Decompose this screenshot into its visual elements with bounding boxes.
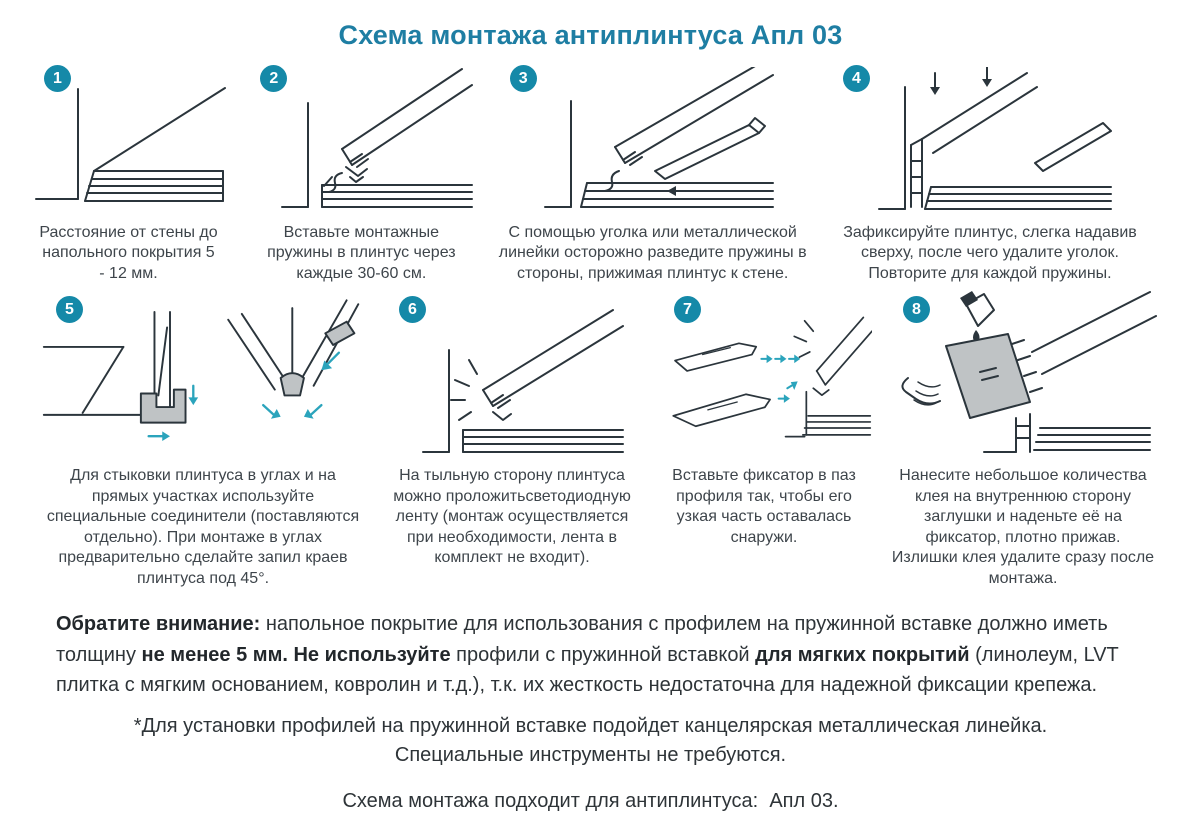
step-8-badge: 8 <box>903 296 930 323</box>
spring-icon <box>605 171 619 191</box>
step-2-badge: 2 <box>260 65 287 92</box>
step-3 <box>492 63 814 284</box>
step-6-illustration <box>397 306 627 456</box>
step-8-caption: Нанесите небольшое количества клея на внутреннюю сторону заглушки и наденьте её на фиксатор, плотно прижав. Излишки клея удалите сразу после монтажа. <box>891 467 1155 587</box>
step-2 <box>242 63 480 284</box>
step-8-figure <box>885 298 1161 456</box>
step-5-figure <box>38 298 368 456</box>
attention-label: Обратите внимание: <box>56 613 261 636</box>
step-3-caption: С помощью уголка или металлической линейки осторожно разведите пружины в стороны, прижимая плинтус к стене. <box>498 224 807 282</box>
step-6 <box>381 294 643 589</box>
footnote-line-1: *Для установки профилей на пружинной вставке подойдет канцелярская металлическая линейка. <box>133 715 1048 738</box>
left-arrow-icon <box>667 186 685 196</box>
step-5-badge: 5 <box>56 296 83 323</box>
compatibility-note: Схема монтажа подходит для антиплинтуса: Апл 03. <box>342 790 839 813</box>
hand-icon <box>902 378 940 405</box>
end-cap-icon <box>946 334 1030 418</box>
step-6-badge: 6 <box>399 296 426 323</box>
spring-insert-icon <box>325 322 354 345</box>
fixator-icon <box>673 344 770 427</box>
step-8 <box>885 294 1161 589</box>
press-down-arrows-icon <box>930 67 992 95</box>
step-4-badge: 4 <box>843 65 870 92</box>
steps-row-2 <box>0 294 1181 589</box>
step-3-figure <box>492 67 814 213</box>
step-2-caption: Вставьте монтажные пружины в плинтус через каждые 30-60 см. <box>267 224 456 282</box>
step-7-caption: Вставьте фиксатор в паз профиля так, чтобы его узкая часть оставалась снаружи. <box>672 467 856 546</box>
page-title: Схема монтажа антиплинтуса Апл 03 <box>338 20 843 50</box>
step-5-illustration <box>38 298 368 456</box>
step-1-badge: 1 <box>44 65 71 92</box>
footnote <box>0 712 1181 770</box>
step-6-caption: На тыльную сторону плинтуса можно проложитьсветодиодную ленту (монтаж осуществляется при необходимости, лента в комплект не входит). <box>393 467 631 567</box>
footnote-line-2: Специальные инструменты не требуются. <box>394 744 787 767</box>
led-rays-icon <box>451 360 477 420</box>
step-4-caption: Зафиксируйте плинтус, слегка надавив сверху, после чего удалите уголок. Повторите для каждой пружины. <box>843 224 1137 282</box>
attention-paragraph: Обратите внимание: напольное покрытие для использования с профилем на пружинной вставке должно иметь толщину не менее 5 мм. Не используйте профили с пружинной вставкой для мягких покрытий (линолеум, LVT плитка с мягким основанием, ковролин и т.д.), т.к. их жесткость недостаточна для надежной фиксации крепежа. <box>56 613 1119 696</box>
step-7-badge: 7 <box>674 296 701 323</box>
down-arrow-icon <box>188 386 198 405</box>
step-1 <box>26 63 231 284</box>
wall-floor-gap-drawing <box>36 88 225 201</box>
step-1-caption: Расстояние от стены до напольного покрытия 5 - 12 мм. <box>39 224 218 282</box>
step-5-caption: Для стыковки плинтуса в углах и на прямых участках используйте специальные соединители (поставляются отдельно). При монтаже в углах предварительно сделайте запил краев плинтуса под 45°. <box>46 467 360 587</box>
step-4 <box>825 63 1155 284</box>
steps-row-1 <box>0 63 1181 284</box>
step-7 <box>656 294 872 589</box>
ruler-icon <box>1035 123 1111 171</box>
step-3-illustration <box>525 67 780 213</box>
spring-icon <box>324 173 342 192</box>
ruler-icon <box>655 118 765 179</box>
right-arrow-icon <box>149 432 170 442</box>
step-3-badge: 3 <box>510 65 537 92</box>
straight-connector-icon <box>141 390 186 423</box>
step-5 <box>38 294 368 589</box>
step-1-illustration <box>26 73 231 213</box>
led-rays-icon <box>794 321 813 357</box>
step-6-figure <box>381 298 643 456</box>
corner-connector-icon <box>281 374 304 396</box>
step-4-illustration <box>865 67 1115 213</box>
glue-bottle-icon <box>960 291 994 343</box>
step-4-figure <box>825 67 1155 213</box>
insert-arrows-icon <box>761 355 800 403</box>
